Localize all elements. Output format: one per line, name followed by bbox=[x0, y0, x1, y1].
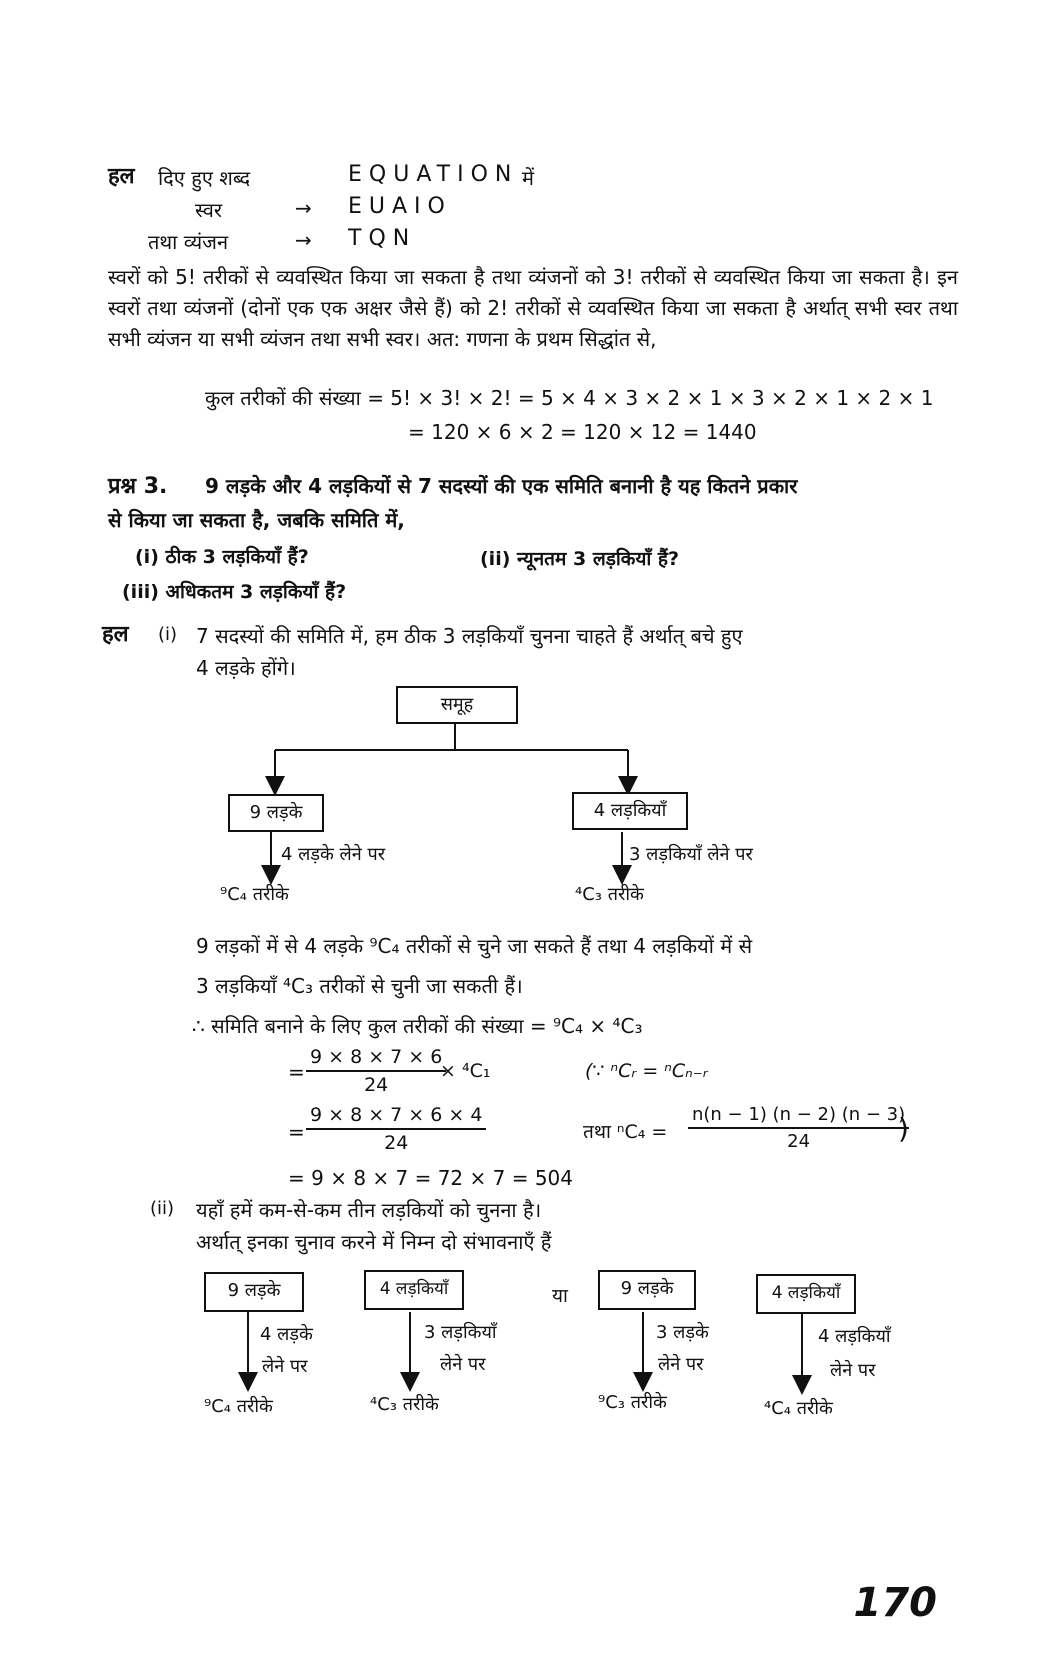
ii-b4-label-2: लेने पर bbox=[830, 1360, 876, 1381]
part-i-line-1: 7 सदस्यों की समिति में, हम ठीक 3 लड़कियाँ चुनना चाहते हैं अर्थात् बचे हुए bbox=[196, 624, 743, 648]
girls-box: 4 लड़कियाँ bbox=[572, 792, 688, 830]
note-2-lead: तथा ⁿC₄ = bbox=[583, 1121, 668, 1143]
question-label: प्रश्न 3. bbox=[108, 474, 168, 499]
fraction-2-numerator: 9 × 8 × 7 × 6 × 4 bbox=[306, 1104, 486, 1130]
fraction-2 bbox=[306, 1104, 486, 1154]
part-i-number: (i) bbox=[158, 624, 178, 645]
vowels-label: स्वर bbox=[195, 198, 223, 222]
part-i-para-1: 9 लड़कों में से 4 लड़के ⁹C₄ तरीकों से चुने जा सकते हैं तथा 4 लड़कियों में से bbox=[196, 934, 753, 958]
note-2-close: ) bbox=[898, 1112, 909, 1145]
girls-result: ⁴C₃ तरीके bbox=[575, 884, 644, 905]
ii-b2-label-2: लेने पर bbox=[440, 1354, 486, 1375]
page-number: 170 bbox=[853, 1580, 937, 1626]
ii-b1-label-2: लेने पर bbox=[262, 1356, 308, 1377]
option-ii: (ii) न्यूनतम 3 लड़कियाँ हैं? bbox=[480, 548, 680, 570]
arrow-icon: → bbox=[295, 196, 312, 220]
ii-b3-label-2: लेने पर bbox=[658, 1354, 704, 1375]
fraction-1 bbox=[306, 1046, 446, 1096]
option-iii: (iii) अधिकतम 3 लड़कियाँ हैं? bbox=[122, 581, 347, 603]
equation-line-1: कुल तरीकों की संख्या = 5! × 3! × 2! = 5 × 4 × 3 × 2 × 1 × 3 × 2 × 1 × 2 × 1 bbox=[205, 386, 934, 410]
note-1: (∵ ⁿCᵣ = ⁿCₙ₋ᵣ bbox=[585, 1060, 708, 1082]
option-i: (i) ठीक 3 लड़कियाँ हैं? bbox=[135, 546, 309, 568]
part-i-line-2: 4 लड़के होंगे। bbox=[196, 656, 296, 680]
consonants-value: TQN bbox=[348, 226, 417, 251]
root-box: समूह bbox=[396, 686, 518, 724]
part-ii-number: (ii) bbox=[150, 1198, 175, 1219]
ii-girls-box-1: 4 लड़कियाँ bbox=[364, 1270, 464, 1310]
question-text-1: 9 लड़के और 4 लड़कियों से 7 सदस्यों की एक समिति बनानी है यह कितने प्रकार bbox=[205, 474, 798, 498]
fraction-1-denominator: 24 bbox=[364, 1074, 389, 1096]
hal-label-2: हल bbox=[102, 622, 129, 647]
ii-b2-label-1: 3 लड़कियाँ bbox=[424, 1322, 497, 1343]
given-words-label: दिए हुए शब्द bbox=[158, 166, 251, 190]
ii-girls-box-2: 4 लड़कियाँ bbox=[756, 1274, 856, 1314]
note-2-denominator: 24 bbox=[787, 1131, 811, 1152]
solution-paragraph: स्वरों को 5! तरीकों से व्यवस्थित किया जा सकता है तथा व्यंजनों को 3! तरीकों से व्यवस्थित किया जा सकता है। इन स्वरों तथा व्यंजनों (दोनों एक एक अक्षर जैसे हैं) को 2! तरीकों से व्यवस्थित किया जा सकता है अर्थात् सभी स्वर तथा सभी व्यंजन या सभी व्यंजन तथा सभी स्वर। अत: गणना के प्रथम सिद्धांत से, bbox=[108, 265, 958, 351]
ii-boys-box-1: 9 लड़के bbox=[204, 1272, 304, 1312]
ii-b1-result: ⁹C₄ तरीके bbox=[204, 1396, 273, 1417]
fraction-1-numerator: 9 × 8 × 7 × 6 bbox=[306, 1046, 446, 1072]
equation-line-2: = 120 × 6 × 2 = 120 × 12 = 1440 bbox=[408, 420, 757, 444]
boys-result: ⁹C₄ तरीके bbox=[220, 884, 289, 905]
vowels-value: EUAIO bbox=[348, 194, 452, 219]
boys-box: 9 लड़के bbox=[228, 794, 324, 832]
word-equation: EQUATION bbox=[348, 162, 519, 187]
f1-equals: = bbox=[288, 1060, 305, 1084]
therefore-line: ∴ समिति बनाने के लिए कुल तरीकों की संख्या = ⁹C₄ × ⁴C₃ bbox=[192, 1014, 643, 1038]
or-label: या bbox=[552, 1285, 568, 1307]
ii-b2-result: ⁴C₃ तरीके bbox=[370, 1394, 439, 1415]
fraction-2-denominator: 24 bbox=[384, 1132, 409, 1154]
note-2-numerator: n(n − 1) (n − 2) (n − 3) bbox=[688, 1104, 909, 1129]
ii-b4-result: ⁴C₄ तरीके bbox=[764, 1398, 833, 1419]
ii-boys-box-2: 9 लड़के bbox=[598, 1270, 696, 1310]
ii-b3-result: ⁹C₃ तरीके bbox=[598, 1392, 667, 1413]
hal-label-1: हल bbox=[108, 164, 135, 189]
mein-label: में bbox=[522, 166, 534, 190]
boys-arrow-label: 4 लड़के लेने पर bbox=[281, 844, 386, 865]
note-2-fraction bbox=[688, 1104, 909, 1152]
f1-tail: × ⁴C₁ bbox=[440, 1060, 491, 1082]
arrow-icon: → bbox=[295, 228, 312, 252]
ii-b1-label-1: 4 लड़के bbox=[260, 1324, 313, 1345]
result-line: = 9 × 8 × 7 = 72 × 7 = 504 bbox=[288, 1166, 573, 1190]
girls-arrow-label: 3 लड़कियाँ लेने पर bbox=[629, 844, 753, 865]
part-ii-line-1: यहाँ हमें कम-से-कम तीन लड़कियों को चुनना है। bbox=[196, 1198, 542, 1222]
ii-b4-label-1: 4 लड़कियाँ bbox=[818, 1326, 891, 1347]
ii-b3-label-1: 3 लड़के bbox=[656, 1322, 709, 1343]
question-text-2: से किया जा सकता है, जबकि समिति में, bbox=[108, 508, 405, 532]
f2-equals: = bbox=[288, 1120, 305, 1144]
consonants-label: तथा व्यंजन bbox=[148, 230, 229, 254]
part-ii-line-2: अर्थात् इनका चुनाव करने में निम्न दो संभावनाएँ हैं bbox=[196, 1230, 552, 1254]
part-i-para-2: 3 लड़कियाँ ⁴C₃ तरीकों से चुनी जा सकती हैं। bbox=[196, 974, 523, 998]
